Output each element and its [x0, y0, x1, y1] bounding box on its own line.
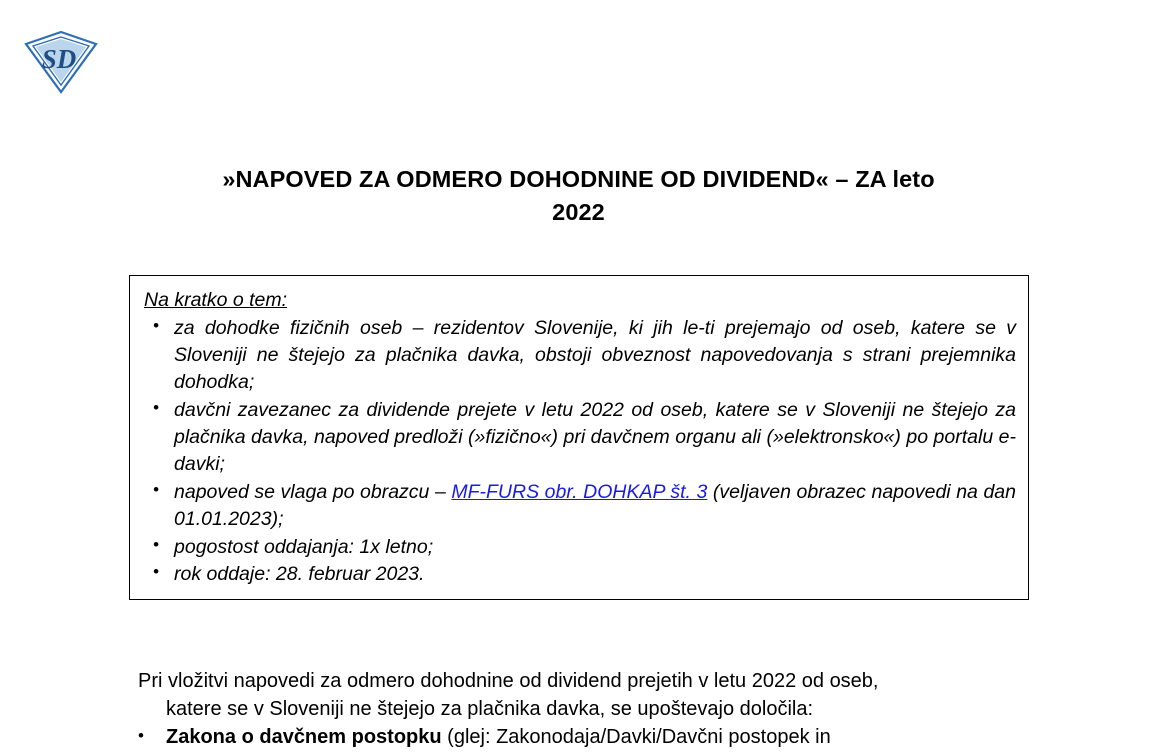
- summary-heading: Na kratko o tem:: [144, 289, 288, 311]
- list-item: • pogostost oddajanja: 1x letno;: [144, 534, 1016, 561]
- bullet-icon: •: [138, 726, 144, 745]
- law-reference: (glej: Zakonodaja/Davki/Davčni postopek in: [441, 726, 831, 748]
- intro-paragraph: [138, 668, 1022, 723]
- sd-monogram-logo: [22, 30, 100, 94]
- form-bullet-after: (veljaven obrazec napovedi na dan 01.01.2023);: [174, 480, 1016, 530]
- intro-paragraph-line2: katere se v Sloveniji ne štejejo za plačnika davka, se upoštevajo določila:: [166, 697, 814, 720]
- summary-bullet-list: [144, 315, 1016, 588]
- list-item: • za dohodke fizičnih oseb – rezidentov Slovenije, ki jih le-ti prejemajo od oseb, katere se v Sloveniji ne štejejo za plačnika davka, obstoji obveznost napovedovanja s strani prejemnika dohodka;: [144, 315, 1016, 396]
- list-item-form: [144, 479, 1016, 533]
- page-title-line2: 2022: [552, 199, 605, 226]
- dohkap-form-link[interactable]: MF-FURS obr. DOHKAP št. 3: [451, 480, 708, 503]
- summary-box: [129, 275, 1029, 600]
- list-item: • rok oddaje: 28. februar 2023.: [144, 561, 1016, 588]
- form-bullet-before: napoved se vlaga po obrazcu –: [174, 480, 452, 503]
- list-item: • davčni zavezanec za dividende prejete v letu 2022 od oseb, katere se v Sloveniji ne štejejo za plačnika davka, napoved predloži (»fizično«) pri davčnem organu ali (»elektronsko«) po portalu e-davki;: [144, 397, 1016, 478]
- intro-paragraph-line1: Pri vložitvi napovedi za odmero dohodnine od dividend prejetih v letu 2022 od oseb,: [138, 670, 879, 692]
- law-list-item: [138, 724, 1022, 752]
- law-name: Zakona o davčnem postopku: [166, 726, 442, 748]
- page-title: [132, 163, 1025, 230]
- page-title-line1: »NAPOVED ZA ODMERO DOHODNINE OD DIVIDEND« – ZA leto: [222, 166, 935, 192]
- logo-letters: SD: [41, 44, 77, 74]
